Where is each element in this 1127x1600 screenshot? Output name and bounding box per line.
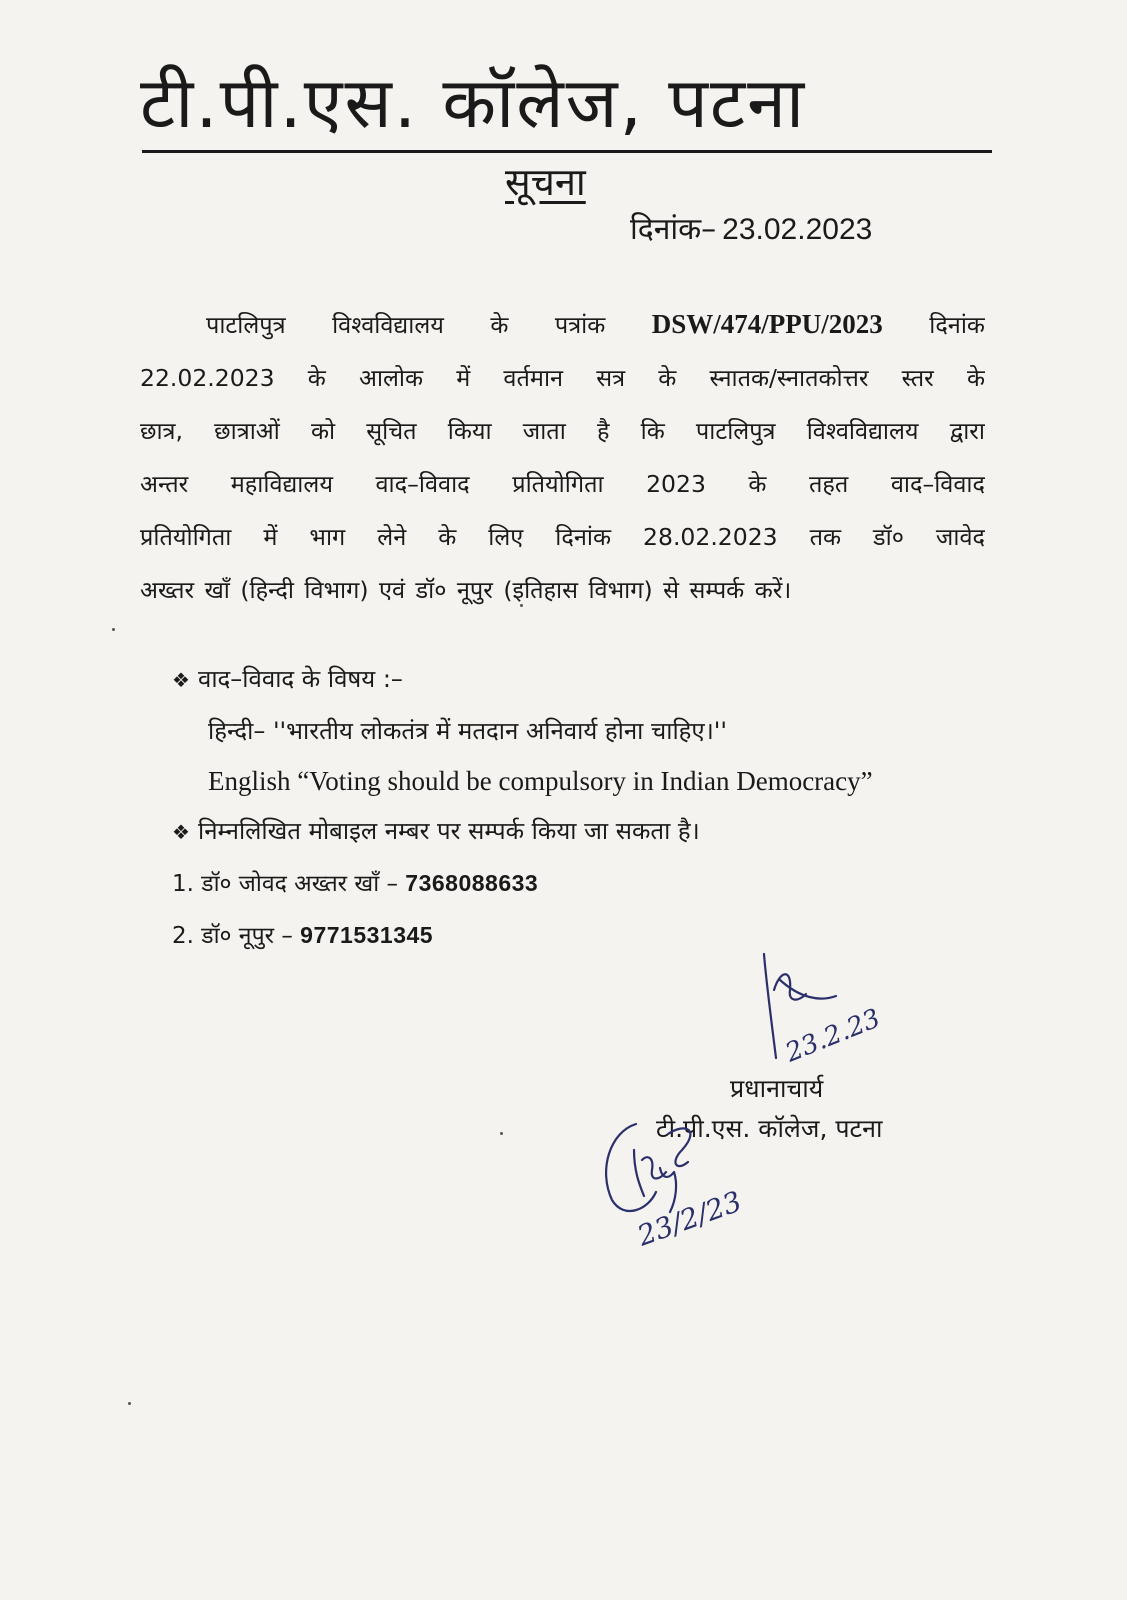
contact-item bbox=[172, 918, 433, 953]
college-name-heading: टी.पी.एस. कॉलेज, पटना bbox=[140, 62, 807, 144]
diamond-bullet-icon: ❖ bbox=[172, 668, 190, 692]
body-line: छात्र, छात्राओं को सूचित किया जाता है कि पाटलिपुत्र विश्वविद्यालय द्वारा bbox=[140, 417, 985, 445]
contact-index: 2. bbox=[172, 923, 194, 949]
reference-number: DSW/474/PPU/2023 bbox=[651, 309, 883, 339]
debate-topic-english: English “Voting should be compulsory in Indian Democracy” bbox=[208, 766, 873, 796]
contact-item bbox=[172, 866, 538, 901]
handwritten-signature-upper bbox=[740, 950, 970, 1080]
paper-speck bbox=[112, 628, 115, 631]
signatory-college: टी.पी.एस. कॉलेज, पटना bbox=[656, 1114, 883, 1143]
handwritten-date: 23/2/23 bbox=[633, 1184, 746, 1253]
contact-name: डॉ० जोवद अख्तर खाँ – bbox=[201, 871, 398, 897]
date-label: दिनांक– bbox=[630, 212, 717, 247]
contact-name: डॉ० नूपुर – bbox=[201, 923, 293, 949]
date-value: 23.02.2023 bbox=[722, 213, 873, 246]
notice-title: सूचना bbox=[505, 160, 586, 204]
body-line: अख्तर खाँ (हिन्दी विभाग) एवं डॉ० नूपुर (इतिहास विभाग) से सम्पर्क करें। bbox=[140, 576, 792, 604]
body-line bbox=[140, 298, 985, 352]
contact-heading-text: निम्नलिखित मोबाइल नम्बर पर सम्पर्क किया जा सकता है। bbox=[198, 817, 700, 845]
body-text: पाटलिपुत्र विश्वविद्यालय के पत्रांक bbox=[206, 311, 652, 339]
debate-topic-hindi: हिन्दी– ''भारतीय लोकतंत्र में मतदान अनिवार्य होना चाहिए।'' bbox=[208, 717, 727, 745]
paper-speck bbox=[500, 1132, 503, 1135]
header-divider bbox=[142, 150, 992, 153]
body-line: 22.02.2023 के आलोक में वर्तमान सत्र के स्नातक/स्नातकोत्तर स्तर के bbox=[140, 364, 985, 392]
contact-phone: 9771531345 bbox=[300, 922, 434, 948]
contact-index: 1. bbox=[172, 871, 194, 897]
contact-phone: 7368088633 bbox=[405, 870, 539, 896]
diamond-bullet-icon: ❖ bbox=[172, 820, 190, 844]
debate-heading-text: वाद–विवाद के विषय :– bbox=[198, 665, 403, 693]
contact-heading bbox=[172, 814, 700, 849]
body-line: अन्तर महाविद्यालय वाद–विवाद प्रतियोगिता 2023 के तहत वाद–विवाद bbox=[140, 470, 985, 498]
paper-speck bbox=[128, 1402, 131, 1405]
notice-body bbox=[140, 298, 985, 617]
notice-date bbox=[630, 210, 872, 250]
signatory-title: प्रधानाचार्य bbox=[730, 1074, 824, 1103]
body-line: प्रतियोगिता में भाग लेने के लिए दिनांक 28.02.2023 तक डॉ० जावेद bbox=[140, 523, 985, 551]
handwritten-date: 23.2.23 bbox=[781, 1003, 885, 1069]
debate-topics-heading bbox=[172, 662, 403, 697]
body-text: दिनांक bbox=[882, 311, 985, 339]
paper-speck bbox=[520, 604, 523, 607]
